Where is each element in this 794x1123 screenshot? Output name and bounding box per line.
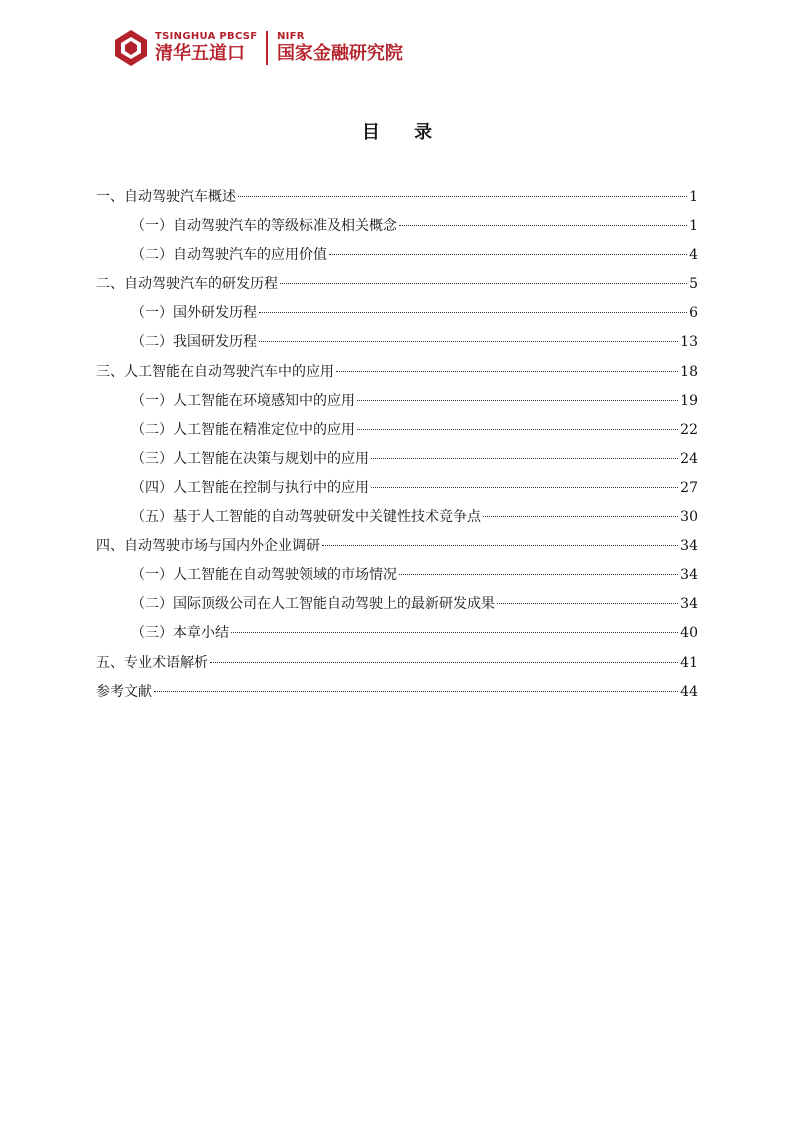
- toc-dot-leader: [259, 312, 687, 313]
- toc-entry-label: （二）国际顶级公司在人工智能自动驾驶上的最新研发成果: [131, 596, 495, 613]
- toc-dot-leader: [371, 487, 678, 488]
- toc-subsection-entry[interactable]: [96, 241, 698, 270]
- table-of-contents: [96, 183, 698, 707]
- toc-subsection-entry[interactable]: [96, 416, 698, 445]
- toc-section-entry[interactable]: [96, 358, 698, 387]
- toc-entry-label: （三）本章小结: [131, 625, 229, 642]
- toc-page-number: 24: [680, 450, 698, 467]
- institute-block: [277, 31, 403, 65]
- toc-entry-label: （五）基于人工智能的自动驾驶研发中关键性技术竞争点: [131, 509, 481, 526]
- toc-entry-label: （三）人工智能在决策与规划中的应用: [131, 450, 369, 467]
- toc-dot-leader: [483, 516, 678, 517]
- toc-entry-label: （一）自动驾驶汽车的等级标准及相关概念: [131, 218, 397, 235]
- toc-section-entry[interactable]: [96, 649, 698, 678]
- toc-entry-label: 参考文献: [96, 683, 152, 700]
- toc-section-entry[interactable]: [96, 270, 698, 299]
- toc-page-number: 5: [689, 276, 698, 293]
- tsinghua-pbcsf-logo-icon: [113, 28, 149, 68]
- toc-dot-leader: [238, 196, 687, 197]
- toc-dot-leader: [336, 371, 678, 372]
- toc-entry-label: （四）人工智能在控制与执行中的应用: [131, 479, 369, 496]
- toc-entry-label: （二）人工智能在精准定位中的应用: [131, 421, 355, 438]
- toc-subsection-entry[interactable]: [96, 387, 698, 416]
- toc-entry-label: （二）自动驾驶汽车的应用价值: [131, 247, 327, 264]
- toc-entry-label: 四、自动驾驶市场与国内外企业调研: [96, 538, 320, 555]
- toc-title: 目 录: [361, 122, 447, 143]
- toc-dot-leader: [210, 662, 678, 663]
- toc-dot-leader: [357, 429, 678, 430]
- toc-subsection-entry[interactable]: [96, 299, 698, 328]
- toc-section-entry[interactable]: [96, 532, 698, 561]
- toc-dot-leader: [329, 254, 687, 255]
- brand-block: [155, 31, 257, 65]
- toc-dot-leader: [371, 458, 678, 459]
- toc-page-number: 4: [689, 247, 698, 264]
- toc-dot-leader: [231, 632, 678, 633]
- toc-page-number: 34: [680, 538, 698, 555]
- toc-entry-label: 一、自动驾驶汽车概述: [96, 189, 236, 205]
- toc-page-number: 30: [680, 509, 698, 526]
- toc-entry-label: （二）我国研发历程: [131, 334, 257, 351]
- toc-entry-label: 二、自动驾驶汽车的研发历程: [96, 276, 278, 293]
- toc-subsection-entry[interactable]: [96, 474, 698, 503]
- toc-subsection-entry[interactable]: [96, 445, 698, 474]
- toc-page-number: 13: [680, 334, 698, 351]
- toc-page-number: 27: [680, 479, 698, 496]
- toc-entry-label: （一）国外研发历程: [131, 305, 257, 322]
- toc-dot-leader: [497, 603, 678, 604]
- toc-page-number: 1: [689, 218, 698, 235]
- toc-dot-leader: [154, 691, 678, 692]
- toc-entry-label: （一）人工智能在自动驾驶领域的市场情况: [131, 567, 397, 584]
- toc-dot-leader: [399, 574, 678, 575]
- toc-subsection-entry[interactable]: [96, 619, 698, 648]
- toc-page-number: 19: [680, 392, 698, 409]
- toc-page-number: 44: [680, 683, 698, 700]
- toc-page-number: 22: [680, 421, 698, 438]
- toc-dot-leader: [399, 225, 687, 226]
- toc-entry-label: 五、专业术语解析: [96, 654, 208, 671]
- toc-page-number: 34: [680, 567, 698, 584]
- institute-english-name: NIFR: [276, 31, 305, 42]
- toc-dot-leader: [322, 545, 678, 546]
- institute-chinese-name: 国家金融研究院: [276, 43, 403, 64]
- toc-entry-label: （一）人工智能在环境感知中的应用: [131, 392, 355, 409]
- toc-entry-label: 三、人工智能在自动驾驶汽车中的应用: [96, 363, 334, 380]
- toc-page-number: 18: [680, 363, 698, 380]
- toc-subsection-entry[interactable]: [96, 503, 698, 532]
- toc-page-number: 6: [689, 305, 698, 322]
- toc-subsection-entry[interactable]: [96, 328, 698, 357]
- toc-section-entry[interactable]: [96, 183, 698, 212]
- toc-page-number: 41: [680, 654, 698, 671]
- toc-subsection-entry[interactable]: [96, 561, 698, 590]
- toc-dot-leader: [259, 341, 678, 342]
- toc-dot-leader: [357, 400, 678, 401]
- toc-subsection-entry[interactable]: [96, 212, 698, 241]
- toc-dot-leader: [280, 283, 687, 284]
- brand-divider: [266, 31, 268, 65]
- toc-page-number: 40: [680, 625, 698, 642]
- toc-page-number: 1: [689, 189, 698, 205]
- page-header: [113, 26, 403, 70]
- toc-page-number: 34: [680, 596, 698, 613]
- brand-chinese-name: 清华五道口: [155, 43, 245, 64]
- toc-section-entry[interactable]: [96, 678, 698, 707]
- toc-subsection-entry[interactable]: [96, 590, 698, 619]
- brand-english-name: TSINGHUA PBCSF: [155, 31, 258, 42]
